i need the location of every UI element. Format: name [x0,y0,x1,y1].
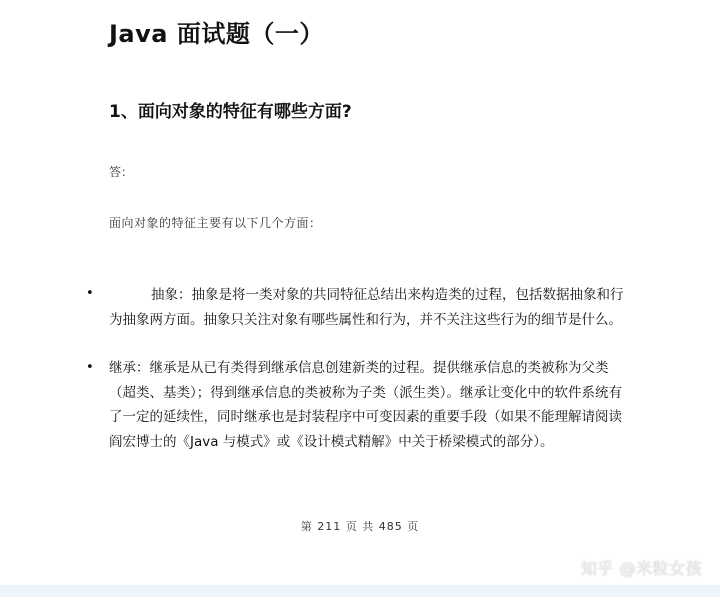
document-title: Java 面试题（一） [109,20,324,48]
watermark: 知乎 @米粒女孩 [580,559,702,578]
section-heading: 1、面向对象的特征有哪些方面? [109,102,352,122]
bullet-marker: • [86,286,94,301]
bullet-paragraph-abstraction: 抽象：抽象是将一类对象的共同特征总结出来构造类的过程，包括数据抽象和行为抽象两方面。抽象只关注对象有哪些属性和行为，并不关注这些行为的细节是什么。 [109,287,624,328]
page-number: 第 211 页 共 485 页 [300,520,420,533]
bullet-paragraph-inheritance: 继承：继承是从已有类得到继承信息创建新类的过程。提供继承信息的类被称为父类（超类、基类）；得到继承信息的类被称为子类（派生类）。继承让变化中的软件系统有了一定的延续性，同时继承也是封装程序中可变因素的重要手段（如果不能理解请阅读阎宏博士的《Java 与模式》或《设计模式精解》中关于桥梁模式的部分）。 [109,360,622,450]
intro-text: 面向对象的特征主要有以下几个方面： [109,216,322,230]
answer-label: 答： [109,165,134,179]
bottom-strip [0,585,720,597]
bullet-marker: • [86,360,94,375]
